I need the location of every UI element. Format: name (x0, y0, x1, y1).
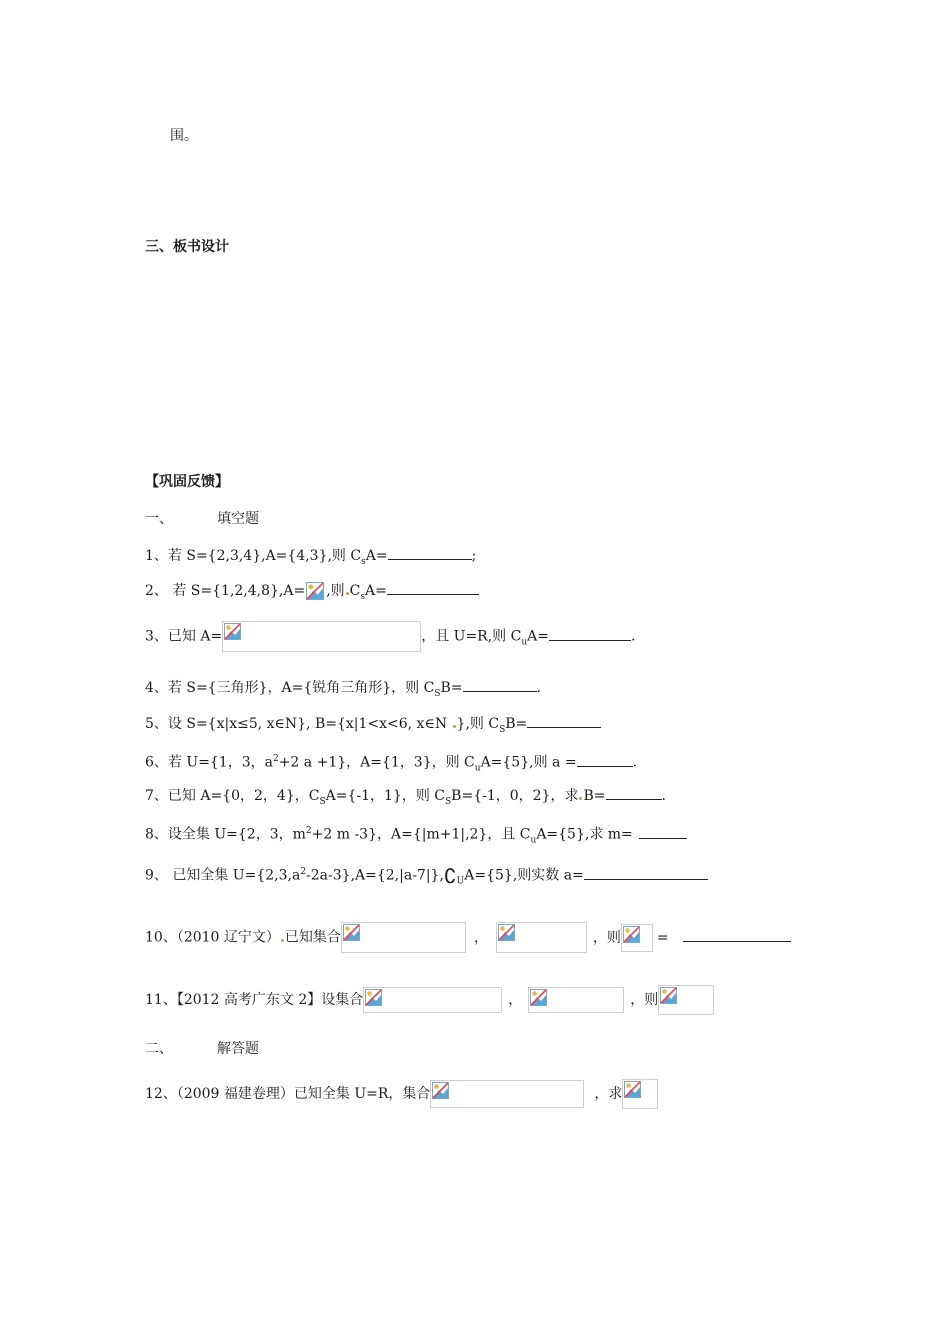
answer-blank[interactable] (577, 752, 633, 767)
answer-blank[interactable] (463, 677, 537, 692)
broken-image-icon (365, 989, 382, 1006)
question-7: 7、已知 A={0，2，4}，$C_SA=\{-1$，1}，则 $C_SB=\{-1$，0，2}，求 B= . (145, 785, 666, 812)
image-placeholder (621, 924, 653, 952)
broken-image-icon (343, 924, 360, 941)
image-placeholder (341, 922, 466, 953)
broken-image-icon (224, 623, 241, 640)
image-placeholder (528, 987, 624, 1013)
answer-blank[interactable] (639, 824, 687, 839)
part1-heading: 一、 填空题 (145, 511, 259, 527)
dot-mark (281, 939, 284, 942)
question-4: 4、若 S={三角形}，A={锐角三角形}，则 $C_SB=$ . (145, 677, 541, 704)
question-8: 8、设全集 U={2，3，$m^2+2$ m -3}，A={|m+1|,2}，且 $C_uA=\{5\}$,求 m= (145, 821, 687, 850)
broken-image-icon (305, 581, 326, 601)
image-placeholder (363, 987, 502, 1013)
answer-blank[interactable] (388, 545, 472, 560)
question-2: 2、 若 S={1,2,4,8},A= ,则 $C_sA=$ (145, 580, 479, 607)
question-5: 5、设 S={x|x≤5, x∈N}, B={x|1<x<6, x∈N },则 $C_SB=$ (145, 713, 601, 740)
question-9: 9、 已知全集 $U=\{2,3,a^2-2a-3\},A=\{2,|a-7|\},∁_UA=\{5\}$,则实数 a= (145, 862, 708, 891)
question-6: 6、若 U={1，3，$a^2+2$ a +1}，A={1，3}，则 $C_uA=\{5\}$,则 a = . (145, 749, 637, 778)
dot-mark (453, 725, 456, 728)
question-1: 1、若 S={2,3,4},A={4,3},则 $C_sA=$ ; (145, 545, 476, 572)
question-11: 11、【2012 高考广东文 2】设集合 ， ，则 (145, 985, 714, 1015)
answer-blank[interactable] (606, 785, 662, 800)
broken-image-icon (623, 926, 640, 943)
broken-image-icon (498, 924, 515, 941)
answer-blank[interactable] (527, 713, 601, 728)
answer-blank[interactable] (549, 626, 631, 641)
broken-image-icon (432, 1082, 449, 1099)
image-placeholder (496, 922, 587, 953)
broken-image-icon (624, 1081, 641, 1098)
continued-text: 围。 (170, 128, 198, 144)
broken-image-icon (530, 989, 547, 1006)
feedback-title: 【巩固反馈】 (145, 474, 229, 490)
section-title-board-design: 三、板书设计 (145, 239, 229, 255)
image-placeholder (658, 985, 714, 1015)
image-placeholder (622, 1079, 658, 1109)
part2-heading: 二、 解答题 (145, 1041, 259, 1057)
answer-blank[interactable] (584, 865, 708, 880)
complement-symbol: ∁ (443, 863, 457, 888)
question-3: 3、已知 A= ，且 U=R,则 $C_uA=$ . (145, 621, 635, 652)
question-10: 10、（2010 辽宁文） 已知集合 ， ，则 = (145, 922, 791, 953)
question-12: 12、（2009 福建卷理）已知全集 U=R，集合 ，求 (145, 1079, 658, 1109)
image-placeholder (430, 1080, 584, 1108)
answer-blank[interactable] (387, 580, 479, 595)
dot-mark (346, 592, 349, 595)
answer-blank[interactable] (683, 927, 791, 942)
image-placeholder (222, 621, 421, 652)
broken-image-icon (660, 987, 677, 1004)
